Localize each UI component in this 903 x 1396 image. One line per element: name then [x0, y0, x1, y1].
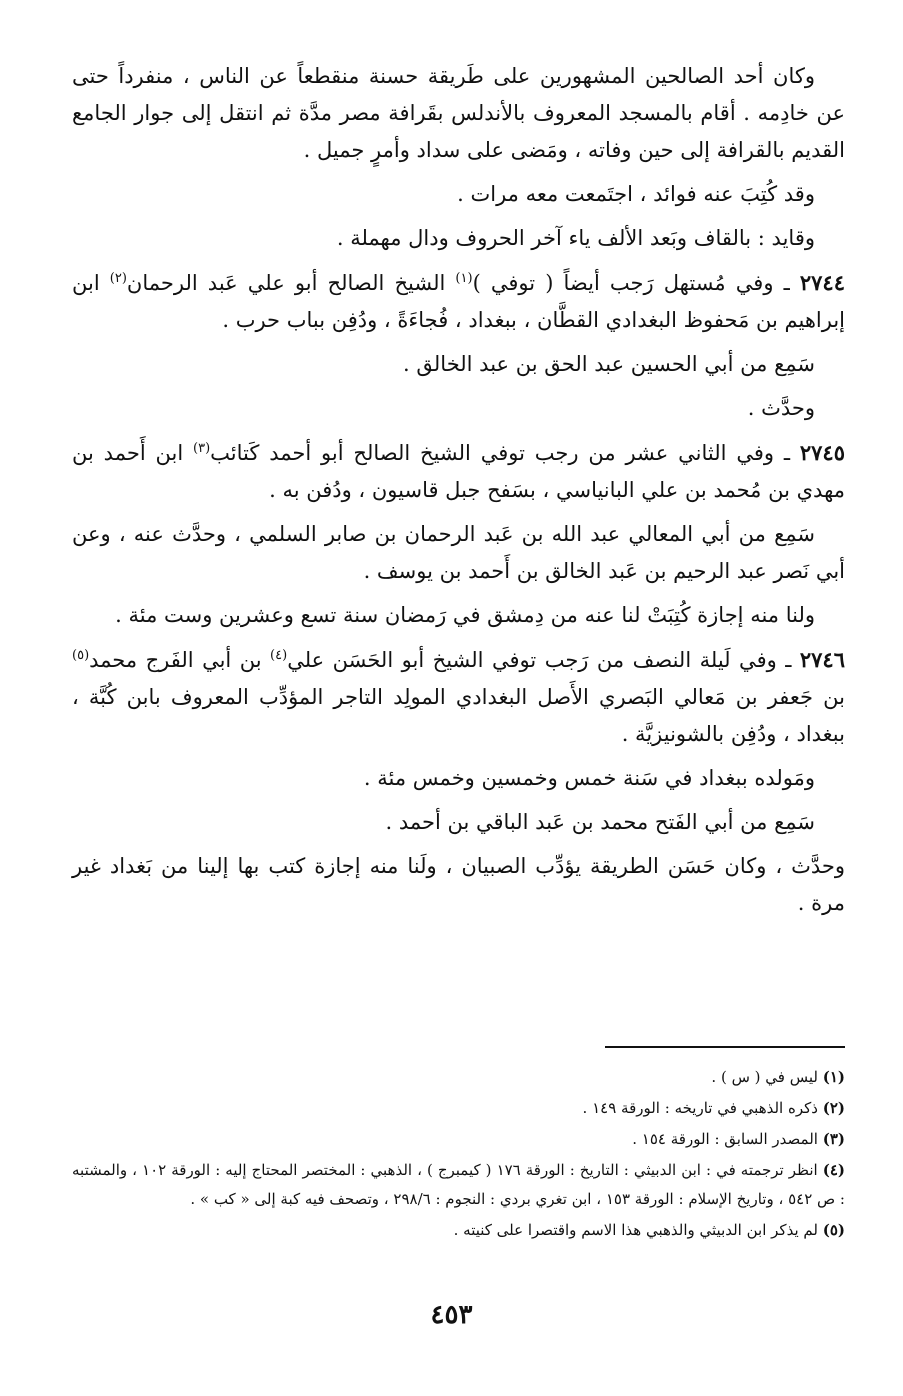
entry-text: ـ وفي مُستهل رَجب أيضاً ( توفي )	[472, 271, 790, 295]
entry-text: الشيخ الصالح أبو علي عَبد الرحمان	[126, 271, 456, 295]
footnote-ref: (٤)	[270, 648, 288, 663]
paragraph: وكان أحد الصالحين المشهورين على طَريقة حسنة منقطعاً عن الناس ، منفرداً حتى عن خادِمه . أقام بالمسجد المعروف بالأندلس بقَرافة مصر مدَّة ثم انتقل إلى جوار الجامع القديم بالقرافة إلى حين وفاته ، ومَضى على سداد وأمرٍ جميل .	[72, 64, 845, 162]
entry-text: ابن أَحمد بن مهدي بن مُحمد بن علي البانياسي ، بسَفح جبل قاسيون ، ودُفن به .	[72, 441, 845, 502]
entry-text: ـ وفي لَيلة النصف من رَجب توفي الشيخ أبو الحَسَن علي	[287, 648, 792, 672]
entry-text: ـ وفي الثاني عشر من رجب توفي الشيخ الصالح أبو أحمد كَتائب	[210, 441, 791, 465]
footnote-number: (٣)	[822, 1130, 845, 1148]
entry-2744	[72, 264, 845, 339]
footnote-text: المصدر السابق : الورقة ١٥٤ .	[632, 1130, 823, 1148]
footnote-ref: (٢)	[109, 271, 127, 286]
paragraph: سَمِع من أبي الفَتح محمد بن عَبد الباقي بن أحمد .	[385, 810, 815, 834]
footnote-number: (٥)	[822, 1221, 845, 1239]
footnote-ref: (٥)	[72, 648, 90, 663]
footnote-ref: (١)	[455, 271, 473, 286]
entry-number: ٢٧٤٥	[799, 440, 845, 465]
paragraph: ومَولده ببغداد في سَنة خمس وخمسين وخمس مئة .	[363, 766, 815, 790]
paragraph: وقد كُتِبَ عنه فوائد ، اجتَمعت معه مرات .	[457, 182, 815, 206]
entry-number: ٢٧٤٦	[799, 647, 845, 672]
page-number: ٤٥٣	[430, 1300, 473, 1330]
footnote	[72, 1156, 845, 1214]
main-text	[72, 58, 845, 922]
paragraph: سَمِع من أبي المعالي عبد الله بن عَبد الرحمان بن صابر السلمي ، وحدَّث عنه ، وعن أبي نَصر عبد الرحيم بن عَبد الخالق بن أَحمد بن يوسف .	[72, 522, 845, 583]
footnote	[72, 1094, 845, 1123]
footnote-ref: (٣)	[193, 441, 211, 456]
paragraph: وقايد : بالقاف وبَعد الألف ياء آخر الحروف ودال مهملة .	[336, 226, 815, 250]
entry-text: بن جَعفر بن مَعالي البَصري الأَصل البغدادي المولِد التاجر المؤدِّب المعروف بابن كُبَّة ، ببغداد ، ودُفِن بالشونيزيَّة .	[72, 685, 845, 746]
footnotes	[72, 1063, 845, 1247]
footnote	[72, 1216, 845, 1245]
paragraph: وحدَّث ، وكان حَسَن الطريقة يؤدِّب الصبيان ، ولَنا منه إجازة كتب بها إلينا من بَغداد غير مرة .	[72, 854, 845, 915]
footnote	[72, 1125, 845, 1154]
footnote-text: ليس في ( س ) .	[711, 1068, 823, 1086]
entry-text: ابن إبراهيم بن مَحفوظ البغدادي القطَّان ، ببغداد ، فُجاءَةً ، ودُفِن بباب حرب .	[72, 271, 845, 332]
footnote-text: انظر ترجمته في : ابن الدبيثي : التاريخ : الورقة ١٧٦ ( كيمبرج ) ، الذهبي : المختصر المحتاج إليه : الورقة ١٠٢ ، والمشتبه : ص ٥٤٢ ، وتاريخ الإسلام : الورقة ١٥٣ ، ابن تغري بردي : النجوم : ٢٩٨/٦ ، وتصحف فيه كبة إلى « كب » .	[72, 1161, 845, 1208]
entry-2745	[72, 434, 845, 509]
footnote	[72, 1063, 845, 1092]
footnote-text: لم يذكر ابن الدبيثي والذهبي هذا الاسم واقتصرا على كنيته .	[453, 1221, 823, 1239]
footnote-number: (٢)	[822, 1099, 845, 1117]
footnote-text: ذكره الذهبي في تاريخه : الورقة ١٤٩ .	[582, 1099, 823, 1117]
entry-text: بن أبي الفَرج محمد	[89, 648, 271, 672]
paragraph: وحدَّث .	[747, 396, 815, 420]
footnote-divider	[605, 1046, 845, 1048]
footnote-number: (١)	[822, 1068, 845, 1086]
footnote-number: (٤)	[822, 1161, 845, 1179]
entry-number: ٢٧٤٤	[799, 270, 845, 295]
paragraph: ولنا منه إجازة كُتِبَتْ لنا عنه من دِمشق في رَمضان سنة تسع وعشرين وست مئة .	[115, 603, 815, 627]
entry-2746	[72, 641, 845, 753]
paragraph: سَمِع من أبي الحسين عبد الحق بن عبد الخالق .	[403, 352, 815, 376]
